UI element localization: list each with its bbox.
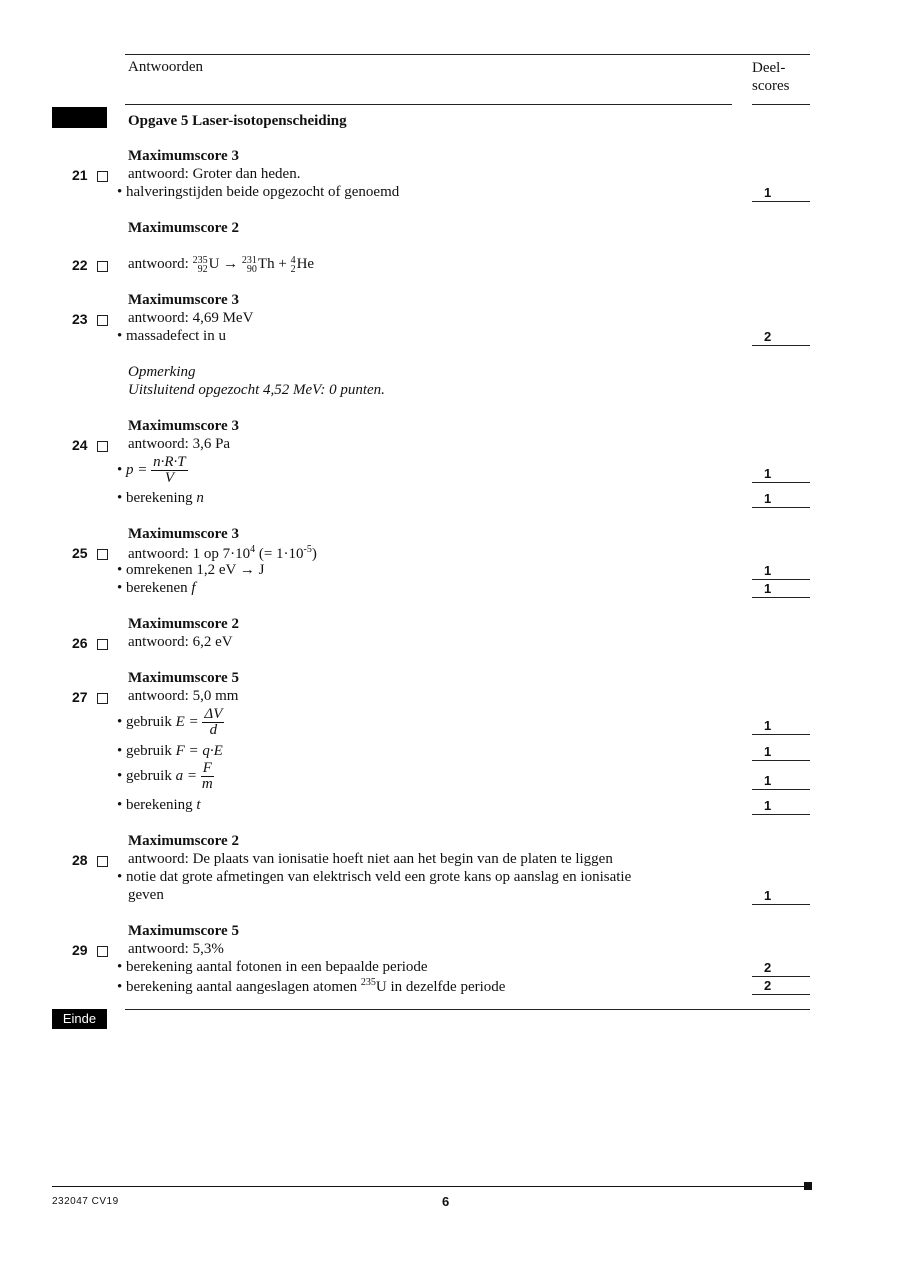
header-rule-left	[125, 104, 732, 105]
score-23-1: 2	[752, 327, 810, 346]
section-marker	[52, 107, 107, 128]
bullet-25-2: • berekenen f	[117, 580, 196, 596]
bullet-29-1: • berekening aantal fotonen in een bepaalde periode	[117, 959, 428, 975]
checkbox-25[interactable]	[97, 549, 108, 560]
question-number-28: 28	[72, 852, 88, 868]
question-number-24: 24	[72, 437, 88, 453]
footer-square	[804, 1182, 812, 1190]
header-scores: scores	[752, 78, 790, 94]
remark-text-23: Uitsluitend opgezocht 4,52 MeV: 0 punten.	[128, 382, 385, 398]
checkbox-28[interactable]	[97, 856, 108, 867]
checkbox-21[interactable]	[97, 171, 108, 182]
maxscore-25: Maximumscore 3	[128, 526, 239, 542]
score-29-1: 2	[752, 958, 810, 977]
header-deel: Deel-	[752, 60, 786, 76]
header-answers: Antwoorden	[128, 59, 203, 75]
question-number-23: 23	[72, 311, 88, 327]
maxscore-26: Maximumscore 2	[128, 616, 239, 632]
page-number: 6	[442, 1194, 450, 1209]
score-25-1: 1	[752, 561, 810, 580]
answer-23: antwoord: 4,69 MeV	[128, 310, 254, 326]
bullet-27-1: • gebruik E = $\frac{\Delta V}{d}$	[117, 706, 223, 738]
score-27-3: 1	[752, 771, 810, 790]
answer-28: antwoord: De plaats van ionisatie hoeft niet aan het begin van de platen te liggen	[128, 851, 613, 867]
bullet-27-4: • berekening t	[117, 797, 201, 813]
maxscore-21: Maximumscore 3	[128, 148, 239, 164]
maxscore-24: Maximumscore 3	[128, 418, 239, 434]
score-28-1: 1	[752, 886, 810, 905]
maxscore-28: Maximumscore 2	[128, 833, 239, 849]
footer-code: 232047 CV19	[52, 1196, 119, 1207]
maxscore-27: Maximumscore 5	[128, 670, 239, 686]
bullet-21-1: • halveringstijden beide opgezocht of genoemd	[117, 184, 400, 200]
score-24-1: 1	[752, 464, 810, 483]
section-title: Opgave 5 Laser-isotopenscheiding	[128, 113, 347, 129]
answer-24: antwoord: 3,6 Pa	[128, 436, 231, 452]
end-label: Einde	[52, 1009, 107, 1029]
footer-rule	[52, 1186, 810, 1187]
checkbox-26[interactable]	[97, 639, 108, 650]
question-number-27: 27	[72, 689, 88, 705]
bullet-28-1-cont: geven	[128, 887, 164, 903]
question-number-29: 29	[72, 942, 88, 958]
question-number-21: 21	[72, 167, 88, 183]
bullet-27-3: • gebruik a = $\frac{F}{m}$	[117, 760, 213, 792]
bullet-29-2: • berekening aantal aangeslagen atomen $^{235}$U in dezelfde periode	[117, 977, 506, 995]
bullet-23-1: • massadefect in u	[117, 328, 226, 344]
answer-21: antwoord: Groter dan heden.	[128, 166, 301, 182]
checkbox-23[interactable]	[97, 315, 108, 326]
top-rule	[125, 54, 810, 55]
answer-26: antwoord: 6,2 eV	[128, 634, 233, 650]
bullet-27-2: • gebruik F = q·E	[117, 743, 223, 759]
header-deelscores	[752, 59, 790, 95]
maxscore-23: Maximumscore 3	[128, 292, 239, 308]
score-25-2: 1	[752, 579, 810, 598]
checkbox-22[interactable]	[97, 261, 108, 272]
remark-title-23: Opmerking	[128, 364, 196, 380]
end-rule	[125, 1009, 810, 1010]
maxscore-29: Maximumscore 5	[128, 923, 239, 939]
question-number-22: 22	[72, 257, 88, 273]
bullet-25-1: • omrekenen 1,2 eV → J	[117, 562, 265, 578]
question-number-26: 26	[72, 635, 88, 651]
score-27-4: 1	[752, 796, 810, 815]
bullet-24-2: • berekening n	[117, 490, 204, 506]
answer-22: antwoord: 235 92 U → 231 90 Th + 4 2 He	[128, 254, 315, 275]
score-27-1: 1	[752, 716, 810, 735]
score-24-2: 1	[752, 489, 810, 508]
answer-29: antwoord: 5,3%	[128, 941, 224, 957]
question-number-25: 25	[72, 545, 88, 561]
answer-25: antwoord: 1 op $7\cdot 10^4$ (= $1\cdot 10^{-5}$)	[128, 544, 317, 562]
checkbox-29[interactable]	[97, 946, 108, 957]
answer-27: antwoord: 5,0 mm	[128, 688, 239, 704]
score-27-2: 1	[752, 742, 810, 761]
header-rule-right	[752, 104, 810, 105]
bullet-28-1: • notie dat grote afmetingen van elektrisch veld een grote kans op aanslag en ionisatie	[117, 869, 632, 885]
checkbox-24[interactable]	[97, 441, 108, 452]
maxscore-22: Maximumscore 2	[128, 220, 239, 236]
checkbox-27[interactable]	[97, 693, 108, 704]
score-21-1: 1	[752, 183, 810, 202]
bullet-24-1: • p = $\frac{n\cdot R\cdot T}{V}$	[117, 454, 186, 486]
score-29-2: 2	[752, 976, 810, 995]
